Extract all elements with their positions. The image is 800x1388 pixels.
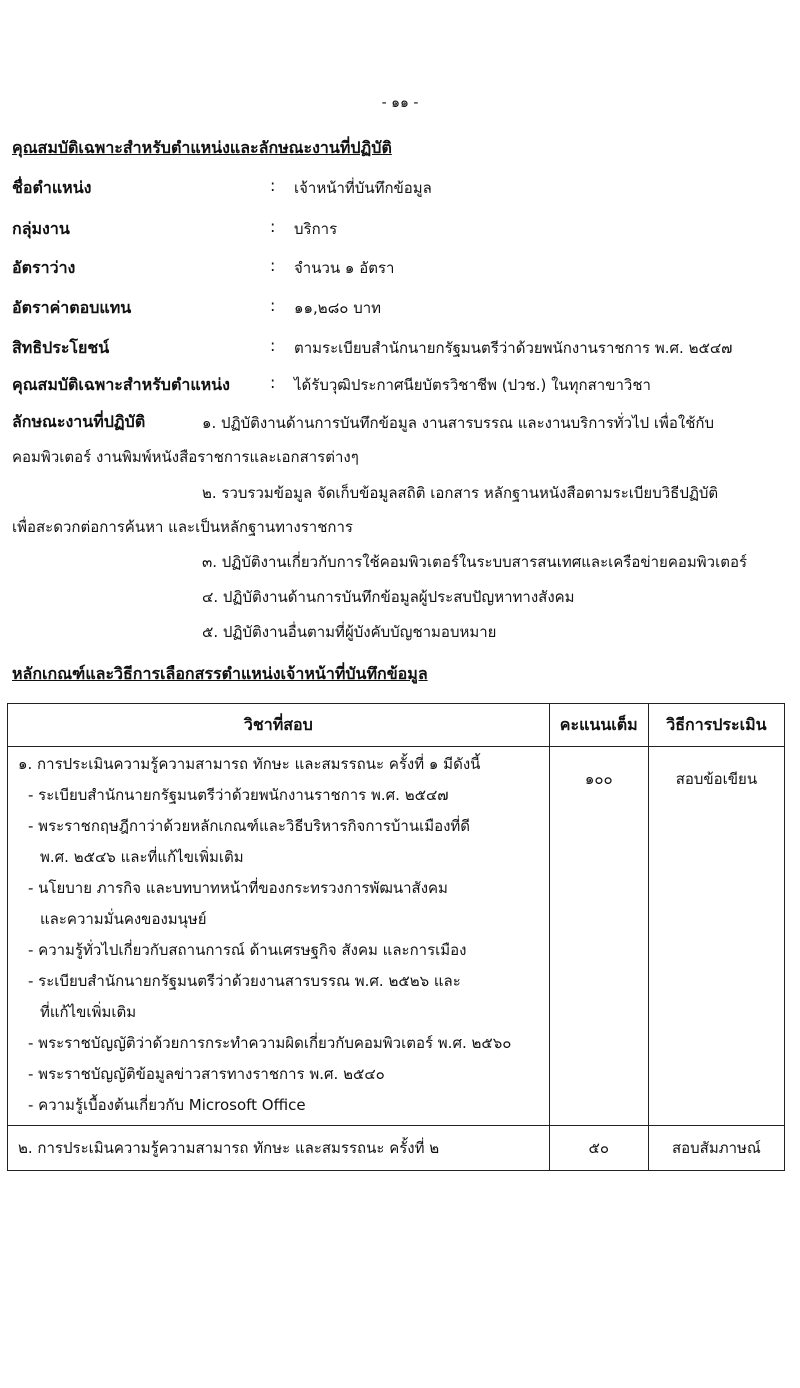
method-value: สอบข้อเขียน [675,770,758,788]
field-colon: : [270,256,276,275]
subject-item-continued: พ.ศ. ๒๕๔๖ และที่แก้ไขเพิ่มเติม [40,848,244,866]
duty-1-line-2: คอมพิวเตอร์ งานพิมพ์หนังสือราชการและเอกสารต่างๆ [12,448,359,466]
field-label: กลุ่มงาน [12,219,70,238]
subject-item: - พระราชบัญญัติข้อมูลข่าวสารทางราชการ พ.ศ. ๒๕๔๐ [28,1065,385,1083]
header-subject: วิชาที่สอบ [8,704,550,747]
field-colon: : [270,336,276,355]
field-label: อัตราว่าง [12,258,76,277]
score-cell [549,1126,648,1171]
method-cell [648,1126,784,1171]
field-colon: : [270,217,276,236]
method-cell [648,747,784,1126]
duty-1-line-1: ๑. ปฏิบัติงานด้านการบันทึกข้อมูล งานสารบรรณ และงานบริการทั่วไป เพื่อใช้กับ [202,414,715,432]
field-value: ๑๑,๒๘๐ บาท [294,299,382,317]
field-vacancy [12,256,792,282]
subject-cell [8,747,550,1126]
field-value: เจ้าหน้าที่บันทึกข้อมูล [294,179,432,197]
field-value: ได้รับวุฒิประกาศนียบัตรวิชาชีพ (ปวช.) ในทุกสาขาวิชา [294,376,651,394]
field-value: จำนวน ๑ อัตรา [294,259,395,277]
field-colon: : [270,373,276,392]
header-method: วิธีการประเมิน [648,704,784,747]
field-colon: : [270,296,276,315]
field-colon: : [270,176,276,195]
subject-item: - ระเบียบสำนักนายกรัฐมนตรีว่าด้วยพนักงานราชการ พ.ศ. ๒๕๔๗ [28,786,449,804]
field-value: บริการ [294,220,338,238]
exam-part-1-title: ๑. การประเมินความรู้ความสามารถ ทักษะ และสมรรถนะ ครั้งที่ ๑ มีดังนี้ [18,755,481,773]
duty-2-line-1: ๒. รวบรวมข้อมูล จัดเก็บข้อมูลสถิติ เอกสาร หลักฐานหนังสือตามระเบียบวิธีปฏิบัติ [202,484,719,502]
subject-item: - ความรู้ทั่วไปเกี่ยวกับสถานการณ์ ด้านเศรษฐกิจ สังคม และการเมือง [28,941,467,959]
selection-heading: หลักเกณฑ์และวิธีการเลือกสรรตำแหน่งเจ้าหน้าที่บันทึกข้อมูล [12,664,428,683]
field-salary [12,296,792,322]
field-label: คุณสมบัติเฉพาะสำหรับตำแหน่ง [12,375,230,394]
subject-item: - นโยบาย ภารกิจ และบทบาทหน้าที่ของกระทรวงการพัฒนาสังคม [28,879,448,897]
table-header-row [8,704,785,747]
field-work-group [12,217,792,243]
qualifications-heading: คุณสมบัติเฉพาะสำหรับตำแหน่งและลักษณะงานที่ปฏิบัติ [12,138,392,157]
method-value: สอบสัมภาษณ์ [671,1139,761,1157]
field-value: ตามระเบียบสำนักนายกรัฐมนตรีว่าด้วยพนักงานราชการ พ.ศ. ๒๕๔๗ [294,339,733,357]
table-row [8,747,785,1126]
duty-4: ๔. ปฏิบัติงานด้านการบันทึกข้อมูลผู้ประสบปัญหาทางสังคม [202,588,575,606]
field-label: อัตราค่าตอบแทน [12,298,132,317]
score-cell [549,747,648,1126]
score-value: ๑๐๐ [584,770,613,788]
field-benefits [12,336,792,362]
score-value: ๕๐ [588,1139,609,1157]
subject-item: - พระราชบัญญัติว่าด้วยการกระทำความผิดเกี่ยวกับคอมพิวเตอร์ พ.ศ. ๒๕๖๐ [28,1034,512,1052]
exam-part-2-title: ๒. การประเมินความรู้ความสามารถ ทักษะ และสมรรถนะ ครั้งที่ ๒ [18,1138,440,1157]
duty-2-line-2: เพื่อสะดวกต่อการค้นหา และเป็นหลักฐานทางราชการ [12,518,353,536]
duty-5: ๕. ปฏิบัติงานอื่นตามที่ผู้บังคับบัญชามอบหมาย [202,623,497,641]
field-label: ชื่อตำแหน่ง [12,178,92,197]
table-row [8,1126,785,1171]
subject-item: - ระเบียบสำนักนายกรัฐมนตรีว่าด้วยงานสารบรรณ พ.ศ. ๒๕๒๖ และ [28,972,461,990]
duty-3: ๓. ปฏิบัติงานเกี่ยวกับการใช้คอมพิวเตอร์ในระบบสารสนเทศและเครือข่ายคอมพิวเตอร์ [202,553,748,571]
subject-item: - พระราชกฤษฎีกาว่าด้วยหลักเกณฑ์และวิธีบริหารกิจการบ้านเมืองที่ดี [28,817,471,835]
duties-label: ลักษณะงานที่ปฏิบัติ [12,412,146,431]
page-number: - ๑๑ - [381,95,419,111]
header-score: คะแนนเต็ม [549,704,648,747]
subject-item-continued: และความมั่นคงของมนุษย์ [40,910,207,928]
subject-cell [8,1126,550,1171]
field-label: สิทธิประโยชน์ [12,338,110,357]
field-position-name [12,176,792,202]
field-specific-qualification [12,373,792,399]
subject-item: - ความรู้เบื้องต้นเกี่ยวกับ Microsoft Office [28,1096,306,1114]
subject-item-continued: ที่แก้ไขเพิ่มเติม [40,1003,137,1021]
exam-table [7,703,785,1171]
